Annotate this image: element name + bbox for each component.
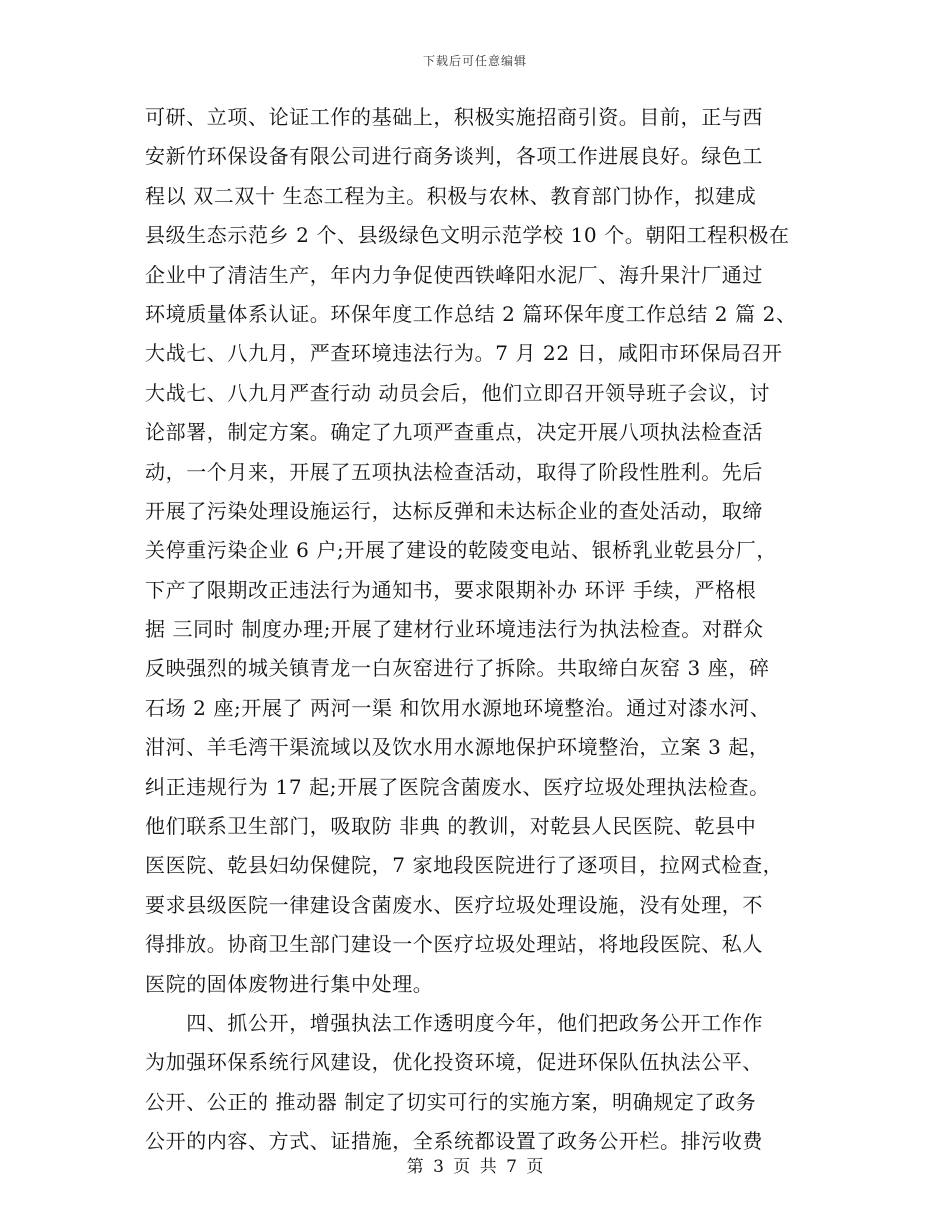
text-line: 得排放。协商卫生部门建设一个医疗垃圾处理站，将地段医院、私人 (145, 932, 763, 957)
text-line: 大战七、八九月严查行动 动员会后，他们立即召开领导班子会议，讨 (145, 380, 770, 405)
text-line: 关停重污染企业 6 户;开展了建设的乾陵变电站、银桥乳业乾县分厂， (145, 538, 777, 563)
text-line: 据 三同时 制度办理;开展了建材行业环境违法行为执法检查。对群众 (145, 617, 764, 642)
text-line: 公开的内容、方式、证措施，全系统都设置了政务公开栏。排污收费 (145, 1129, 763, 1154)
text-line: 程以 双二双十 生态工程为主。积极与农林、教育部门协作，拟建成 (145, 183, 757, 208)
text-line: 要求县级医院一律建设含菌废水、医疗垃圾处理设施，没有处理，不 (145, 892, 763, 917)
text-line: 安新竹环保设备有限公司进行商务谈判，各项工作进展良好。绿色工 (145, 144, 763, 169)
text-line: 动，一个月来，开展了五项执法检查活动，取得了阶段性胜利。先后 (145, 459, 763, 484)
text-line: 企业中了清洁生产，年内力争促使西铁峰阳水泥厂、海升果汁厂通过 (145, 262, 763, 287)
page-header-note: 下载后可任意编辑 (422, 54, 527, 68)
text-line: 反映强烈的城关镇青龙一白灰窑进行了拆除。共取缔白灰窑 3 座，碎 (145, 656, 770, 681)
text-line: 他们联系卫生部门，吸取防 非典 的教训，对乾县人民医院、乾县中 (145, 814, 757, 839)
text-line: 为加强环保系统行风建设，优化投资环境，促进环保队伍执法公平、 (145, 1050, 763, 1075)
document-body (145, 98, 805, 1162)
text-line: 可研、立项、论证工作的基础上，积极实施招商引资。目前，正与西 (145, 105, 763, 129)
text-line: 下产了限期改正违法行为通知书，要求限期补办 环评 手续，严格根 (145, 577, 757, 602)
text-line: 开展了污染处理设施运行，达标反弹和未达标企业的查处活动，取缔 (145, 498, 763, 523)
text-line: 环境质量体系认证。环保年度工作总结 2 篇环保年度工作总结 2 篇 2、 (145, 301, 797, 326)
text-line: 医院的固体废物进行集中处理。 (145, 971, 434, 996)
text-line: 纠正违规行为 17 起;开展了医院含菌废水、医疗垃圾处理执法检查。 (145, 774, 770, 799)
page-number: 第 3 页 共 7 页 (406, 1157, 544, 1177)
text-line: 石场 2 座;开展了 两河一渠 和饮用水源地环境整治。通过对漆水河、 (145, 695, 771, 720)
text-line: 四、抓公开，增强执法工作透明度今年，他们把政务公开工作作 (145, 1010, 763, 1035)
text-line: 县级生态示范乡 2 个、县级绿色文明示范学校 10 个。朝阳工程积极在 (145, 223, 790, 248)
text-line: 泔河、羊毛湾干渠流域以及饮水用水源地保护环境整治，立案 3 起， (145, 735, 770, 760)
text-line: 大战七、八九月，严查环境违法行为。7 月 22 日，咸阳市环保局召开 (145, 341, 783, 366)
text-line: 论部署，制定方案。确定了九项严查重点，决定开展八项执法检查活 (145, 420, 763, 445)
text-line: 医医院、乾县妇幼保健院，7 家地段医院进行了逐项目，拉网式检查， (145, 853, 784, 878)
text-line: 公开、公正的 推动器 制定了切实可行的实施方案，明确规定了政务 (145, 1089, 757, 1114)
